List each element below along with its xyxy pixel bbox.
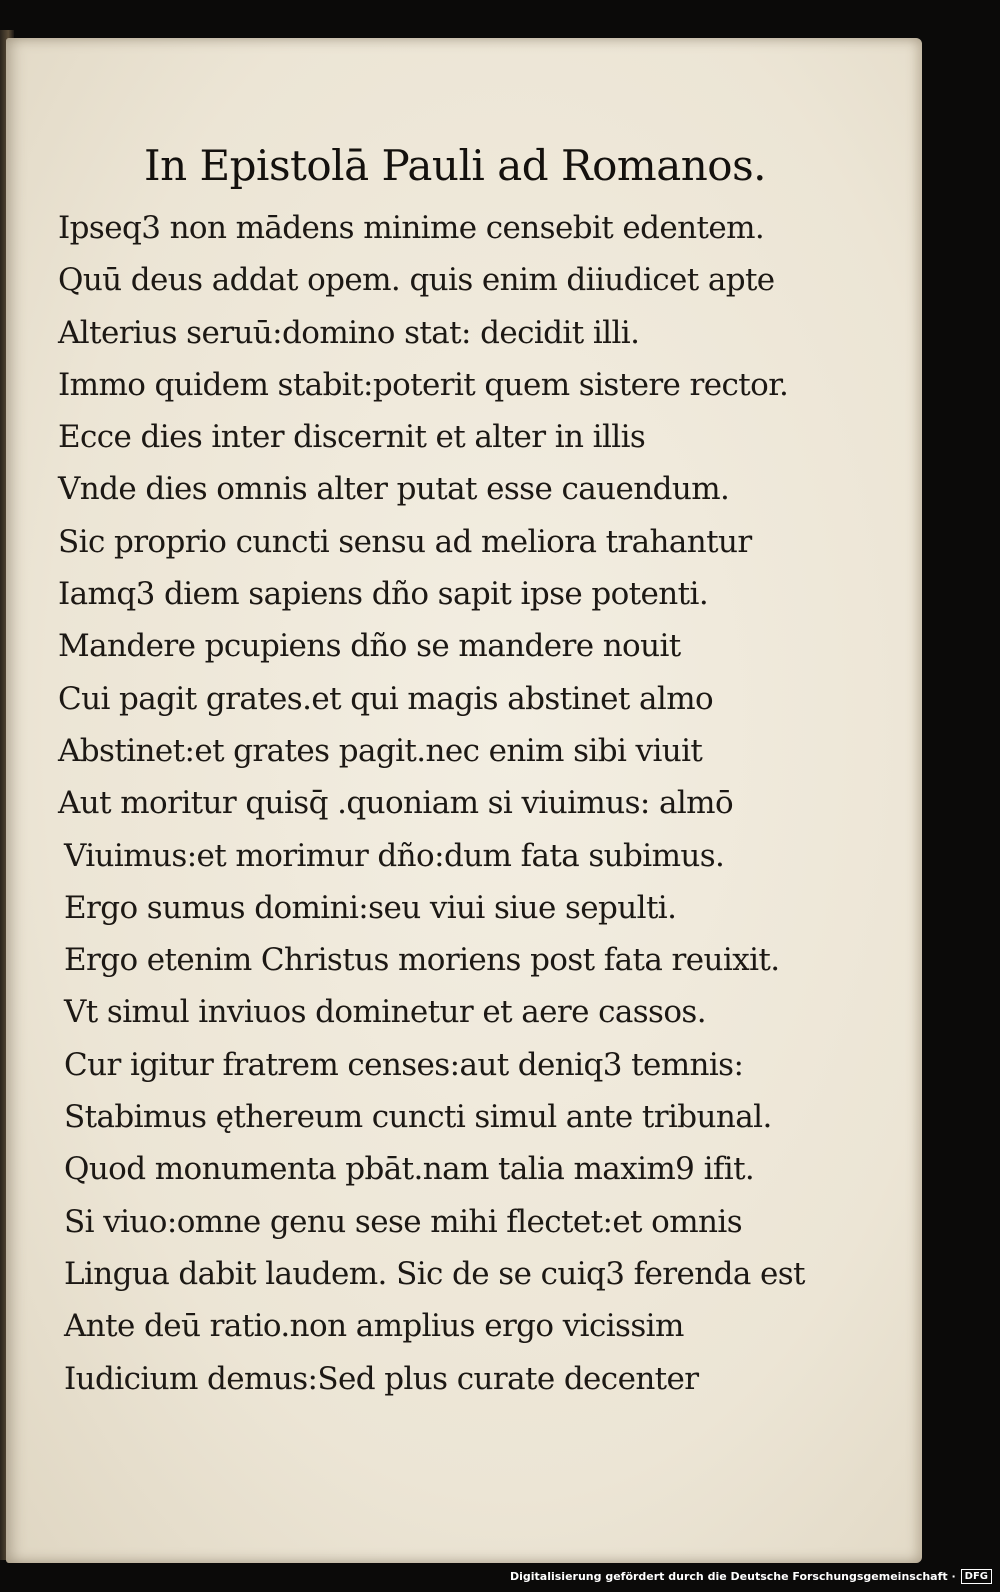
verse-line: Immo quidem stabit:poterit quem sistere rector. [58, 366, 789, 403]
verse-line: Ante deū ratio.non amplius ergo vicissim [64, 1308, 684, 1345]
verse-line: Abstinet:et grates pagit.nec enim sibi viuit [58, 732, 703, 769]
page-text-block [58, 138, 828, 1405]
verse-line: Vt simul inviuos dominetur et aere cassos. [64, 994, 706, 1031]
verse-line: Si viuo:omne genu sese mihi flectet:et omnis [64, 1203, 743, 1240]
dfg-logo: DFG [961, 1569, 992, 1584]
verse-line: Ecce dies inter discernit et alter in illis [58, 419, 646, 456]
funding-note: Digitalisierung gefördert durch die Deutsche Forschungsgemeinschaft · [509, 1569, 956, 1583]
verse-line: Cui pagit grates.et qui magis abstinet almo [58, 680, 714, 717]
verse-lines [58, 202, 828, 1405]
verse-line: Ergo etenim Christus moriens post fata reuixit. [64, 942, 780, 979]
verse-line: Viuimus:et morimur dño:dum fata subimus. [64, 837, 725, 874]
verse-line: Lingua dabit laudem. Sic de se cuiq3 ferenda est [64, 1255, 805, 1292]
verse-line: Sic proprio cuncti sensu ad meliora trahantur [58, 523, 752, 560]
digitization-footer [510, 1566, 992, 1586]
verse-line: Aut moritur quisq̄ .quoniam si viuimus: almō [58, 785, 734, 822]
verse-line: Ipseq3 non mādens minime censebit edentem. [58, 210, 765, 246]
verse-line: Mandere pcupiens dño se mandere nouit [58, 628, 681, 665]
book-page [6, 38, 922, 1563]
verse-line: Iudicium demus:Sed plus curate decenter [64, 1360, 699, 1397]
verse-line: Vnde dies omnis alter putat esse cauendum. [58, 471, 730, 508]
verse-line: Cur igitur fratrem censes:aut deniq3 temnis: [64, 1046, 744, 1083]
verse-line: Iamq3 diem sapiens dño sapit ipse potenti. [58, 576, 709, 613]
verse-line: Ergo sumus domini:seu viui siue sepulti. [64, 889, 677, 926]
verse-line: Stabimus ęthereum cuncti simul ante tribunal. [64, 1099, 772, 1136]
running-head: In Epistolā Pauli ad Romanos. [144, 141, 766, 190]
verse-line: Alterius seruū:domino stat: decidit illi. [58, 314, 640, 351]
verse-line: Quū deus addat opem. quis enim diiudicet apte [58, 262, 775, 299]
verse-line: Quod monumenta pbāt.nam talia maxim9 ifit. [64, 1151, 755, 1188]
